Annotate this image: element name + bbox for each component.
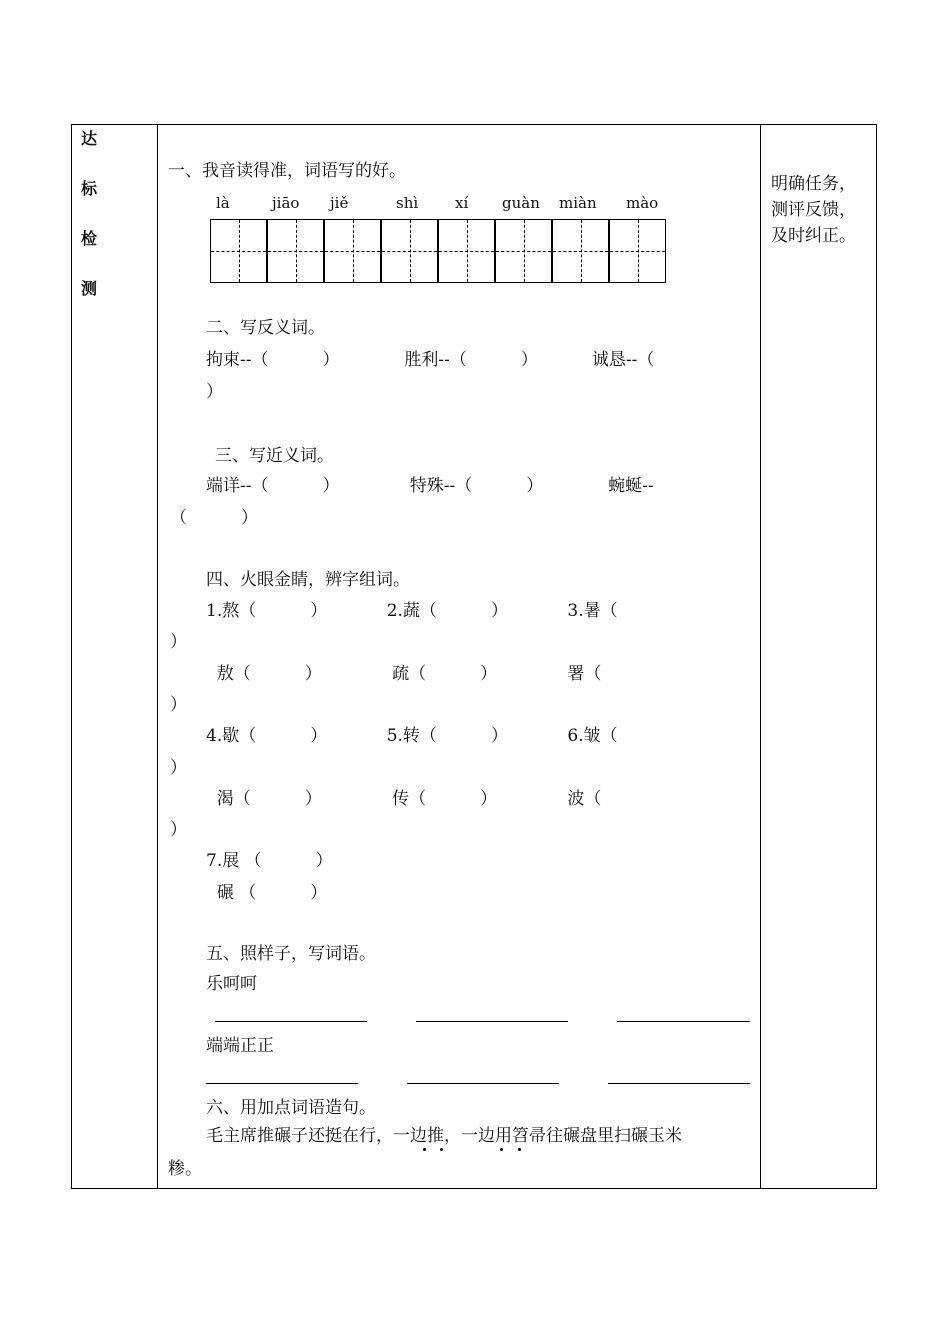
table-divider-1 bbox=[157, 124, 158, 1189]
right-col-line-1: 明确任务， bbox=[771, 174, 856, 194]
left-col-char-4: 测 bbox=[81, 279, 98, 298]
s4-row-1: 1.熬（ ） 2.蔬（ ） 3.暑（ bbox=[206, 601, 618, 621]
s1-title: 一、我音读得准，词语写的好。 bbox=[168, 161, 406, 181]
table-border-bottom bbox=[71, 1188, 877, 1189]
table-divider-2 bbox=[760, 124, 761, 1189]
s4-title: 四、火眼金睛，辨字组词。 bbox=[206, 570, 410, 590]
answer-line-6[interactable] bbox=[608, 1083, 750, 1084]
s6-sentence-line-2: 糁。 bbox=[168, 1159, 202, 1179]
pinyin-5: xí bbox=[455, 194, 469, 212]
emphasis-dot bbox=[423, 1148, 426, 1151]
answer-line-2[interactable] bbox=[416, 1021, 568, 1022]
s4-row-3: 4.歇（ ） 5.转（ ） 6.皱（ bbox=[206, 726, 618, 746]
s4-row-2: 敖（ ） 疏（ ） 署（ bbox=[206, 664, 602, 684]
s5-example-1: 乐呵呵 bbox=[206, 974, 257, 994]
s5-title: 五、照样子，写词语。 bbox=[206, 944, 376, 964]
pinyin-2: jiāo bbox=[272, 194, 300, 212]
emphasis-dot bbox=[440, 1148, 443, 1151]
s3-line-2: （ ） bbox=[170, 508, 259, 528]
pinyin-3: jiě bbox=[330, 194, 349, 212]
emphasis-dot bbox=[518, 1148, 521, 1151]
answer-line-4[interactable] bbox=[206, 1083, 358, 1084]
s4-row-2-wrap: ） bbox=[170, 695, 187, 715]
s3-title: 三、写近义词。 bbox=[215, 446, 334, 466]
s4-row-5: 7.展 （ ） bbox=[206, 851, 333, 871]
left-col-char-1: 达 bbox=[81, 129, 98, 148]
s2-line-1: 拘束--（ ） 胜利--（ ） 诚恳--（ bbox=[206, 350, 655, 370]
s4-row-1-wrap: ） bbox=[170, 632, 187, 652]
writing-box-2[interactable] bbox=[267, 219, 324, 283]
pinyin-6: guàn bbox=[502, 194, 540, 212]
writing-box-8[interactable] bbox=[609, 219, 666, 283]
s2-title: 二、写反义词。 bbox=[206, 318, 325, 338]
table-border-right bbox=[876, 124, 877, 1189]
pinyin-1: là bbox=[216, 194, 230, 212]
writing-box-1[interactable] bbox=[210, 219, 267, 283]
answer-line-1[interactable] bbox=[215, 1021, 367, 1022]
table-border-top bbox=[71, 124, 877, 125]
s6-title: 六、用加点词语造句。 bbox=[206, 1098, 376, 1118]
s2-line-2: ） bbox=[206, 382, 223, 402]
pinyin-4: shì bbox=[396, 194, 419, 212]
left-col-char-2: 标 bbox=[81, 179, 98, 198]
right-col-line-3: 及时纠正。 bbox=[771, 226, 856, 246]
right-col-line-2: 测评反馈， bbox=[771, 200, 856, 220]
left-col-char-3: 检 bbox=[81, 229, 98, 248]
s3-line-1: 端详--（ ） 特殊--（ ） 蜿蜒-- bbox=[206, 476, 654, 496]
answer-line-3[interactable] bbox=[617, 1021, 750, 1022]
writing-box-5[interactable] bbox=[438, 219, 495, 283]
s6-sentence-line-1: 毛主席推碾子还挺在行，一边推，一边用笤帚往碾盘里扫碾玉米 bbox=[206, 1126, 682, 1146]
s4-row-4: 渴（ ） 传（ ） 波（ bbox=[206, 789, 602, 809]
table-border-left bbox=[71, 124, 72, 1189]
s5-example-2: 端端正正 bbox=[206, 1036, 274, 1056]
writing-box-4[interactable] bbox=[381, 219, 438, 283]
s4-row-6: 碾 （ ） bbox=[206, 883, 328, 903]
s4-row-4-wrap: ） bbox=[170, 820, 187, 840]
writing-box-7[interactable] bbox=[552, 219, 609, 283]
pinyin-7: miàn bbox=[559, 194, 597, 212]
s4-row-3-wrap: ） bbox=[170, 758, 187, 778]
answer-line-5[interactable] bbox=[407, 1083, 559, 1084]
writing-box-6[interactable] bbox=[495, 219, 552, 283]
writing-box-3[interactable] bbox=[324, 219, 381, 283]
emphasis-dot bbox=[500, 1148, 503, 1151]
pinyin-8: mào bbox=[626, 194, 659, 212]
